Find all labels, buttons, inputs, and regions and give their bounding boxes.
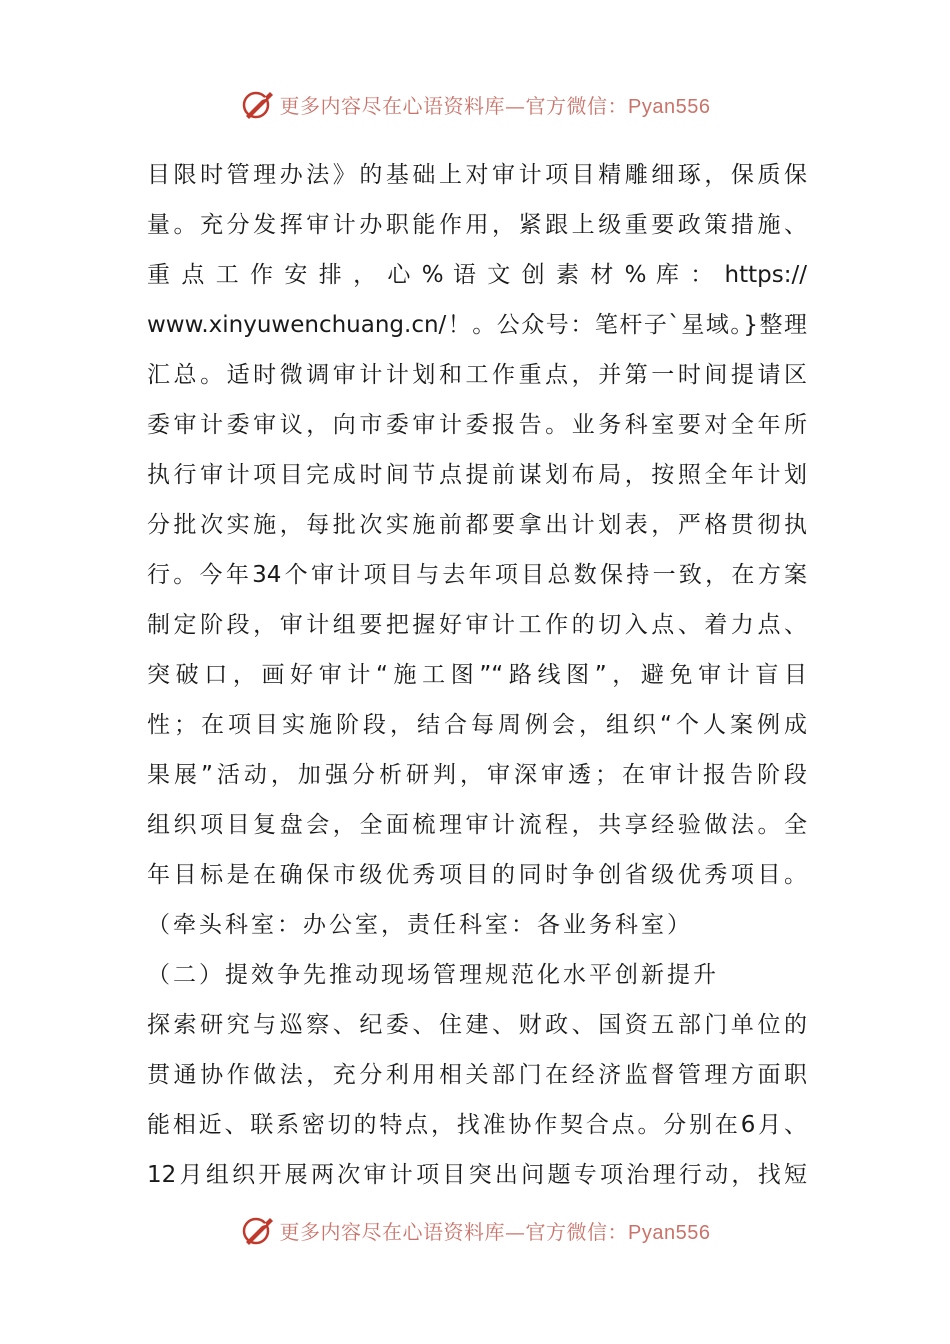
text-line: 目限时管理办法》的基础上对审计项目精雕细琢，保质保 [147,162,807,188]
text-line: 量。充分发挥审计办职能作用，紧跟上级重要政策措施、 [147,212,807,238]
text-line: 汇总。适时微调审计计划和工作重点，并第一时间提请区 [147,362,807,388]
text-line: 12月组织开展两次审计项目突出问题专项治理行动，找短 [147,1162,807,1188]
text-line: 组织项目复盘会，全面梳理审计流程，共享经验做法。全 [147,812,807,838]
text-line: 果展”活动，加强分析研判，审深审透；在审计报告阶段 [147,762,807,788]
text-line: （牵头科室：办公室，责任科室：各业务科室） [147,912,693,938]
text-line: 年目标是在确保市级优秀项目的同时争创省级优秀项目。 [147,862,807,888]
text-line: 行。今年34个审计项目与去年项目总数保持一致，在方案 [147,562,807,588]
text-line: www.xinyuwenchuang.cn/！。公众号：笔杆子`星域。}整理 [147,312,807,338]
footer-watermark-banner [0,1210,950,1250]
text-line: 重 点 工 作 安 排 ， 心 % 语 文 创 素 材 % 库 ： https:// [147,262,807,288]
text-line: 探索研究与巡察、纪委、住建、财政、国资五部门单位的 [147,1012,807,1038]
text-line: 突破口，画好审计“施工图”“路线图”，避免审计盲目 [147,662,807,688]
header-watermark-banner [0,84,950,124]
text-line: 能相近、联系密切的特点，找准协作契合点。分别在6月、 [147,1112,807,1138]
text-line: 贯通协作做法，充分利用相关部门在经济监督管理方面职 [147,1062,807,1088]
text-line: 执行审计项目完成时间节点提前谋划布局，按照全年计划 [147,462,807,488]
pen-logo-icon [240,1212,276,1248]
document-body [147,150,807,1200]
pen-logo-icon [240,86,276,122]
text-line: 性；在项目实施阶段，结合每周例会，组织“个人案例成 [147,712,807,738]
text-line: 委审计委审议，向市委审计委报告。业务科室要对全年所 [147,412,807,438]
banner-text: 更多内容尽在心语资料库—官方微信：Pyan556 [279,93,711,118]
text-line: 制定阶段，审计组要把握好审计工作的切入点、着力点、 [147,612,807,638]
banner-text: 更多内容尽在心语资料库—官方微信：Pyan556 [279,1219,711,1244]
section-heading: （二）提效争先推动现场管理规范化水平创新提升 [147,962,719,988]
text-line: 分批次实施，每批次实施前都要拿出计划表，严格贯彻执 [147,512,807,538]
